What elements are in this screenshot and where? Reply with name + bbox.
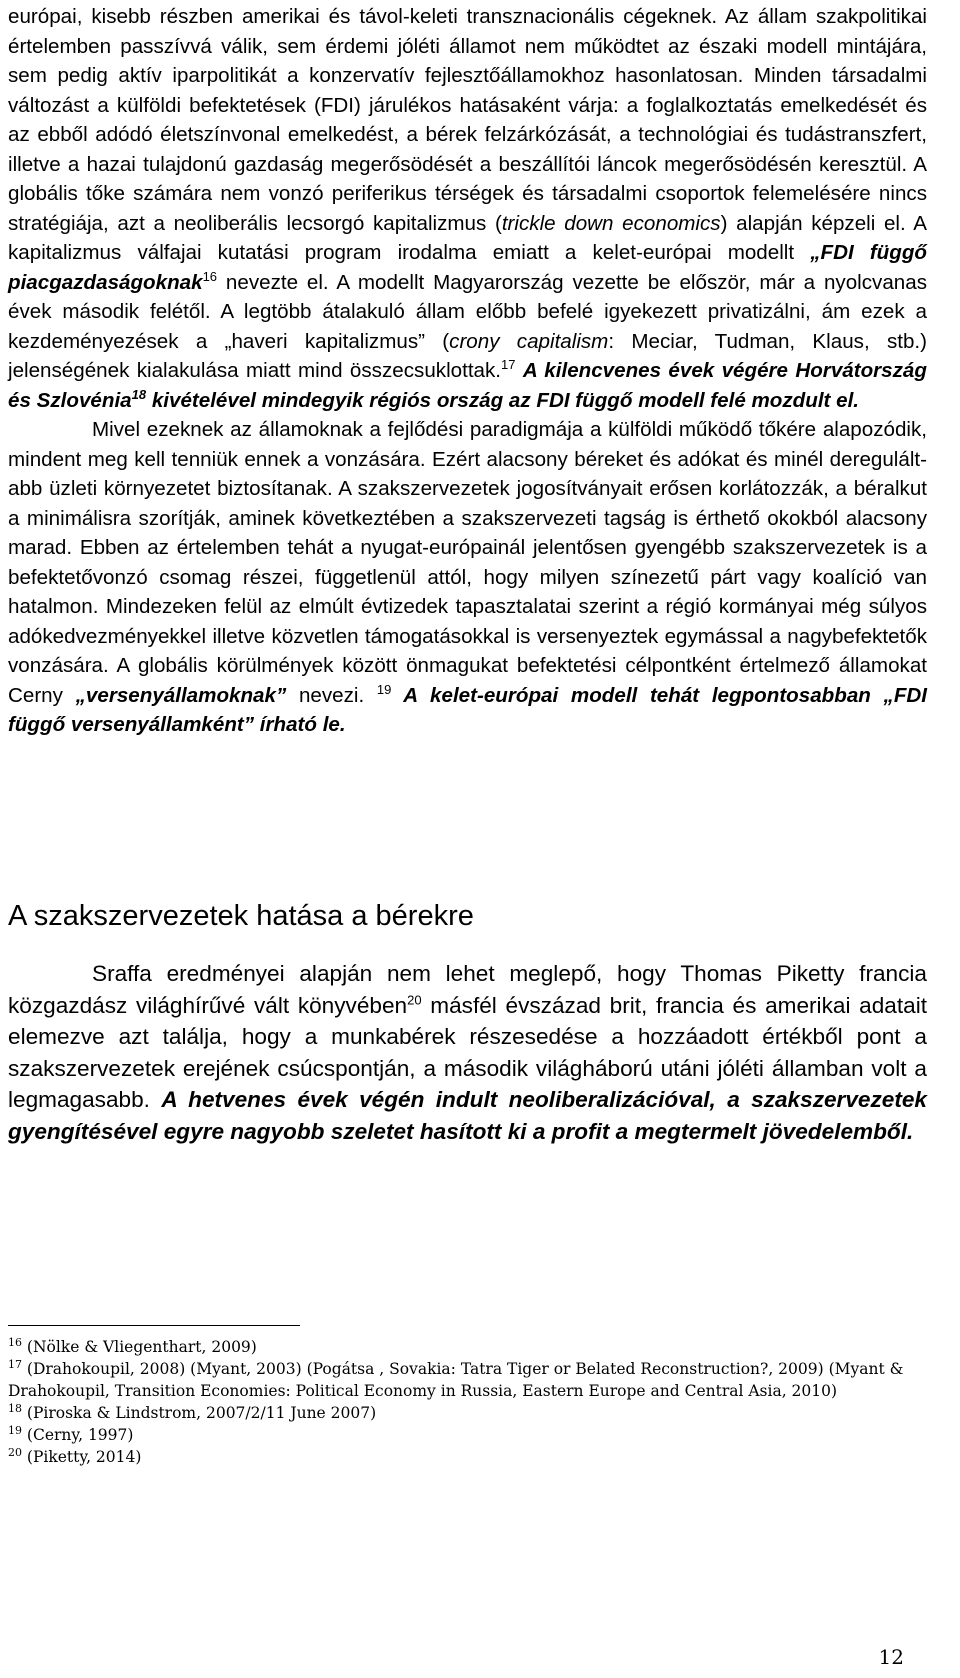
footnote-ref-20[interactable]: 20 [407, 991, 422, 1007]
section-heading: A szakszervezetek hatása a bérekre [8, 900, 474, 932]
footnote-20: $^{20}$ (Piketty, 2014) [8, 1445, 142, 1466]
bold-italic-term: „FDI függő piacgazdaságoknak [8, 241, 927, 294]
footnote-17: $^{17}$ (Drahokoupil, 2008) (Myant, 2003) (Pogátsa , Sovakia: Tatra Tiger or Belated Reconstruction?, 2009) (Myant & Drahokoupil, Transition Economies: Political Economy in Russia, Eastern Europe and Central Asia, 2010) [8, 1357, 904, 1400]
bold-italic-sentence: A kilencvenes évek végére Horvátország és Szlovénia [8, 359, 927, 412]
bold-italic-term: „versenyállamoknak” [75, 683, 287, 707]
footnote-separator [8, 1325, 300, 1326]
footnote-ref-18[interactable]: 18 [131, 386, 147, 402]
footnotes [8, 1336, 927, 1468]
footnote-18: $^{18}$ (Piroska & Lindstrom, 2007/2/11 June 2007) [8, 1401, 377, 1422]
bold-italic-sentence: A hetvenes évek végén indult neoliberalizációval, a szakszervezetek gyengítésével egyre nagyobb szeletet hasított ki a profit a megtermelt jövedelemből. [8, 1087, 927, 1144]
footnote-ref-17[interactable]: 17 [501, 357, 516, 373]
footnote-ref-19[interactable]: 19 [376, 681, 392, 697]
bold-italic-sentence: A kelet-európai modell tehát legpontosabban „FDI függő versenyállamként” írható le. [8, 683, 928, 736]
footnote-16: $^{16}$ (Nölke & Vliegenthart, 2009) [8, 1335, 257, 1356]
paragraph-1: európai, kisebb részben amerikai és távol-keleti transznacionális cégeknek. Az állam szakpolitikai értelemben passzívvá válik, sem érdemi jóléti államot nem működtet az északi modell mintájára, sem pedig aktív iparpolitikát a konzervatív fejlesztőállamokhoz hasonlatosan. Minden társadalmi változást a külföldi befektetések (FDI) járulékos hatásaként várja: a foglalkoztatás emelkedését és az ebből adódó életszínvonal emelkedést, a bérek felzárkózását, a technológiai és tudástranszfert, illetve a hazai tulajdonú gazdaság megerősödését a beszállítói láncok megerősödésén keresztül. A globális tőke számára nem vonzó periferikus térségek és társadalmi csoportok felemelésére nincs stratégiája, azt a neoliberális lecsorgó kapitalizmus (trickle down economics) alapján képzeli el. A kapitalizmus válfajai kutatási program irodalma emiatt a kelet-európai modellt „FDI függő piacgazdaságoknak$^{16}$ nevezte el. A modellt Magyarország vezette be először, már a nyolcvanas évek második felétől. A legtöbb átalakuló állam előbb befelé igyekezett privatizálni, ám ezek a kezdeményezések a „haveri kapitalizmus” (crony capitalism: Meciar, Tudman, Klaus, stb.) jelenségének kialakulása miatt mind összecsuklottak.$^{17}$ A kilencvenes évek végére Horvátország és Szlovénia$^{18}$ kivételével mindegyik régiós ország az FDI függő modell felé mozdult el. [8, 5, 928, 412]
section-2-body [8, 958, 927, 1147]
bold-italic-sentence: kivételével mindegyik régiós ország az FDI függő modell felé mozdult el. [146, 388, 860, 412]
paragraph-3: Sraffa eredményei alapján nem lehet meglepő, hogy Thomas Piketty francia közgazdász világhírűvé vált könyvében$^{20}$ másfél évszázad brit, francia és amerikai adatait elemezve azt találja, hogy a munkabérek részesedése a hozzáadott értékből pont a szakszervezetek erejének csúcspontján, a második világháború utáni jóléti államban volt a legmagasabb. A hetvenes évek végén indult neoliberalizációval, a szakszervezetek gyengítésével egyre nagyobb szeletet hasított ki a profit a megtermelt jövedelemből. [8, 961, 927, 1144]
italic-term: crony capitalism [449, 329, 609, 353]
footnote-ref-16[interactable]: 16 [202, 268, 218, 284]
section-1-body [8, 2, 927, 740]
footnote-19: $^{19}$ (Cerny, 1997) [8, 1423, 134, 1444]
italic-term: trickle down economics [501, 211, 721, 235]
paragraph-2: Mivel ezeknek az államoknak a fejlődési paradigmája a külföldi működő tőkére alapozódik, mindent meg kell tenniük ennek a vonzására. Ezért alacsony béreket és adókat és minél dereguláltabb üzleti környezetet biztosítanak. A szakszervezetek jogosítványait erősen korlátozzák, a béralkut a minimálisra szorítják, aminek következtében a szakszervezeti tagság is érthető okokból alacsony marad. Ebben az értelemben tehát a nyugat-európainál jelentősen gyengébb szakszervezetek is a befektetővonzó csomag részei, függetlenül attól, hogy milyen színezetű párt vagy koalíció van hatalmon. Mindezeken felül az elmúlt évtizedek tapasztalatai szerint a régió kormányai még súlyos adókedvezményekkel illetve közvetlen támogatásokkal is versenyeztek egymással a nagybefektetők vonzására. A globális körülmények között önmagukat befektetési célpontként értelmező államokat Cerny „versenyállamoknak” nevezi. $^{19}$ A kelet-európai modell tehát legpontosabban „FDI függő versenyállamként” írható le. [8, 418, 928, 736]
page-number: 12 [878, 1645, 904, 1669]
